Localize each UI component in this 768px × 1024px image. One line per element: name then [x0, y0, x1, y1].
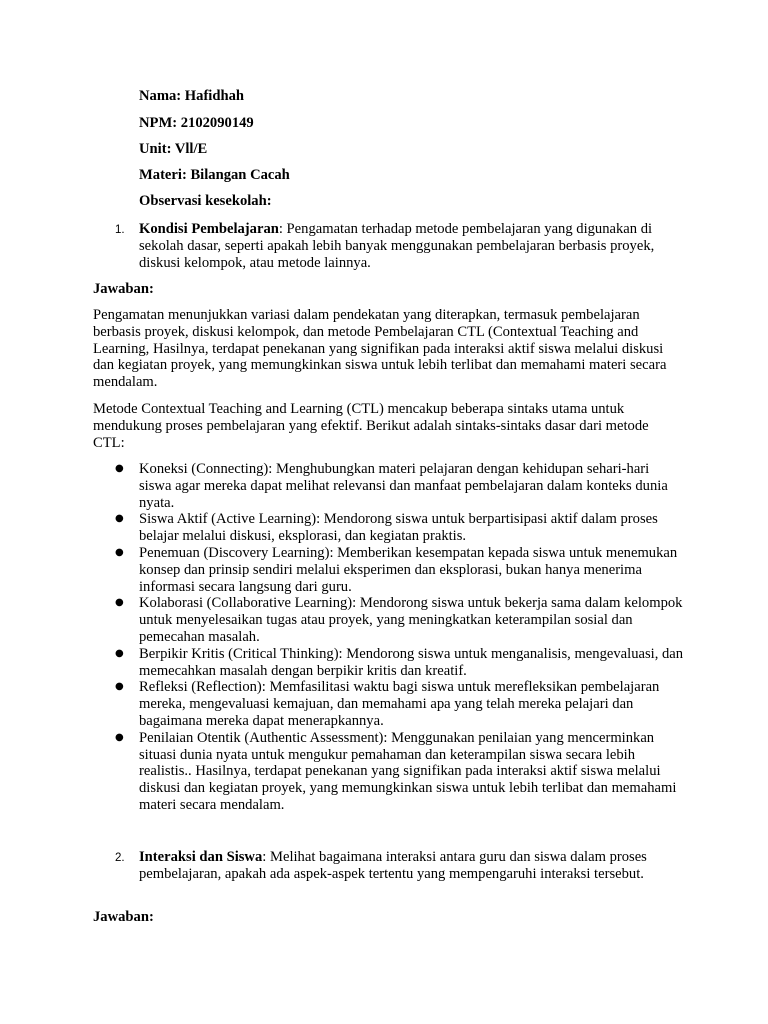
item-number: 1. — [115, 224, 125, 236]
list-item-text: Kolaborasi (Collaborative Learning): Mendorong siswa untuk bekerja sama dalam kelompok untuk menyelesaikan tugas atau proyek, yang meningkatkan keterampilan sosial dan pemecahan masalah. — [139, 595, 683, 645]
list-item-text: Berpikir Kritis (Critical Thinking): Mendorong siswa untuk menganalisis, mengevaluasi, dan memecahkan masalah dengan berpikir kritis dan kreatif. — [139, 645, 684, 679]
observasi-heading: Observasi kesekolah: — [139, 193, 272, 209]
list-item — [115, 679, 684, 729]
list-item — [115, 544, 684, 595]
answer-paragraph-2: Metode Contextual Teaching and Learning (CTL) mencakup beberapa sintaks utama untuk mendukung proses pembelajaran yang efektif. Berikut adalah sintaks-sintaks dasar dari metode CTL: — [93, 401, 649, 451]
bullet-icon: ● — [115, 681, 124, 693]
bullet-icon: ● — [115, 647, 124, 659]
list-item — [115, 645, 684, 680]
list-item — [115, 595, 684, 645]
name-line: Nama: Hafidhah — [139, 88, 245, 104]
jawaban-label-2: Jawaban: — [93, 909, 154, 925]
unit-line: Unit: Vll/E — [139, 141, 208, 157]
ctl-syntax-list — [115, 461, 684, 814]
item-title: Interaksi dan Siswa — [139, 849, 263, 865]
bullet-icon: ● — [115, 546, 124, 558]
list-item-text: Penemuan (Discovery Learning): Memberikan kesempatan kepada siswa untuk menemukan konsep dan prinsip sendiri melalui eksperimen dan eksplorasi, bukan hanya menerima informasi secara langsung dari guru. — [139, 544, 678, 595]
list-item — [115, 511, 684, 545]
list-item — [115, 461, 684, 511]
bullet-icon: ● — [115, 463, 124, 474]
item-text: : Melihat bagaimana interaksi antara guru dan siswa dalam proses pembelajaran, apakah ada aspek-aspek tertentu yang mempengaruhi interaksi tersebut. — [139, 849, 647, 882]
list-item-text: Koneksi (Connecting): Menghubungkan materi pelajaran dengan kehidupan sehari-hari siswa agar mereka dapat melihat relevansi dan manfaat pembelajaran dalam konteks dunia nyata. — [139, 461, 668, 511]
materi-line: Materi: Bilangan Cacah — [139, 167, 290, 183]
numbered-item-1 — [115, 221, 679, 271]
bullet-icon: ● — [115, 513, 124, 525]
list-item — [115, 729, 684, 814]
list-item-text: Penilaian Otentik (Authentic Assessment): Menggunakan penilaian yang mencerminkan situasi dunia nyata untuk mengukur pemahaman dan keterampilan siswa secara lebih realistis.. Hasilnya, terdapat penekanan yang signifikan pada interaksi aktif siswa melalui diskusi dan kegiatan proyek, yang memungkinkan siswa untuk lebih terlibat dan memahami materi secara mendalam. — [139, 729, 677, 813]
item-title: Kondisi Pembelajaran — [139, 221, 279, 237]
answer-paragraph-1: Pengamatan menunjukkan variasi dalam pendekatan yang diterapkan, termasuk pembelajaran berbasis proyek, diskusi kelompok, dan metode Pembelajaran CTL (Contextual Teaching and Learning, Hasilnya, terdapat penekanan yang signifikan pada interaksi aktif siswa melalui diskusi dan kegiatan proyek, yang memungkinkan siswa untuk lebih terlibat dan memahami materi secara mendalam. — [93, 307, 667, 391]
jawaban-label-1: Jawaban: — [93, 281, 154, 297]
item-text: : Pengamatan terhadap metode pembelajaran yang digunakan di sekolah dasar, seperti apakah lebih banyak menggunakan pembelajaran berbasis proyek, diskusi kelompok, atau metode lainnya. — [139, 221, 655, 271]
bullet-icon: ● — [115, 731, 124, 743]
list-item-text: Refleksi (Reflection): Memfasilitasi waktu bagi siswa untuk merefleksikan pembelajaran mereka, mengevaluasi kemajuan, dan memahami apa yang telah mereka pelajari dan bagaimana mereka dapat menerapkannya. — [139, 679, 660, 729]
bullet-icon: ● — [115, 597, 124, 609]
npm-line: NPM: 2102090149 — [139, 115, 254, 131]
numbered-item-2 — [115, 849, 679, 883]
list-item-text: Siswa Aktif (Active Learning): Mendorong siswa untuk berpartisipasi aktif dalam proses belajar melalui diskusi, eksplorasi, dan kegiatan praktis. — [139, 511, 658, 545]
item-number: 2. — [115, 852, 125, 864]
